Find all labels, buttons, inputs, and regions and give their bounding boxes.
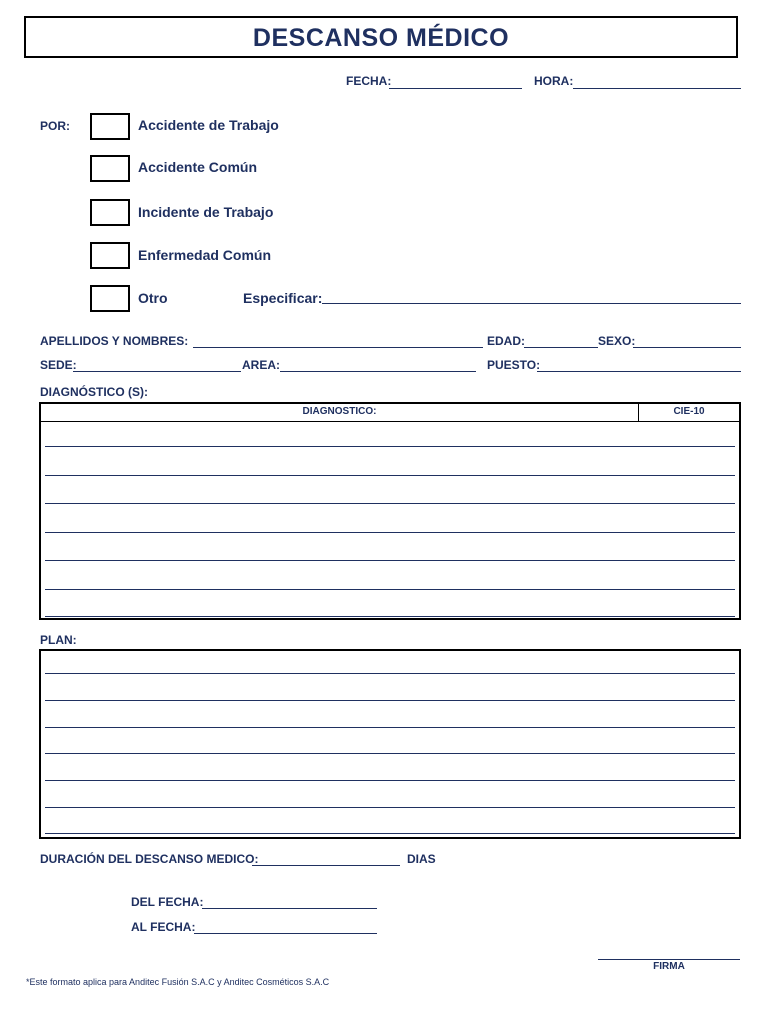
del-fecha-label: DEL FECHA: (131, 895, 204, 909)
option-incidente-trabajo: Incidente de Trabajo (138, 204, 274, 220)
checkbox-accidente-comun[interactable] (90, 155, 130, 182)
diagnostico-table (39, 402, 741, 620)
del-fecha-field[interactable] (202, 908, 377, 909)
plan-line[interactable] (45, 780, 735, 781)
especificar-label: Especificar: (243, 290, 323, 306)
sexo-label: SEXO: (598, 334, 636, 348)
title-box (24, 16, 738, 58)
footnote: *Este formato aplica para Anditec Fusión S.A.C y Anditec Cosméticos S.A.C (26, 977, 330, 987)
diagnostico-col-header: DIAGNOSTICO: (302, 406, 377, 417)
area-label: AREA: (242, 358, 280, 372)
checkbox-incidente-trabajo[interactable] (90, 199, 130, 226)
checkbox-otro[interactable] (90, 285, 130, 312)
plan-section-label: PLAN: (40, 633, 77, 647)
fecha-label: FECHA: (346, 74, 392, 88)
option-enfermedad-comun: Enfermedad Común (138, 247, 272, 263)
diagnostico-header-divider (41, 421, 739, 422)
plan-line[interactable] (45, 673, 735, 674)
plan-line[interactable] (45, 807, 735, 808)
option-otro: Otro (138, 290, 168, 306)
diagnostico-line[interactable] (45, 503, 735, 504)
cie10-col-header: CIE-10 (673, 406, 705, 417)
sede-field[interactable] (73, 371, 241, 372)
apellidos-label: APELLIDOS Y NOMBRES: (40, 334, 189, 348)
puesto-label: PUESTO: (487, 358, 541, 372)
plan-table (39, 649, 741, 839)
checkbox-enfermedad-comun[interactable] (90, 242, 130, 269)
option-accidente-trabajo: Accidente de Trabajo (138, 117, 279, 133)
option-accidente-comun: Accidente Común (138, 159, 258, 175)
al-fecha-label: AL FECHA: (131, 920, 196, 934)
diagnostico-line[interactable] (45, 560, 735, 561)
al-fecha-field[interactable] (194, 933, 377, 934)
hora-label: HORA: (534, 74, 574, 88)
area-field[interactable] (280, 371, 476, 372)
especificar-field[interactable] (322, 303, 741, 304)
sexo-field[interactable] (633, 347, 741, 348)
puesto-field[interactable] (537, 371, 741, 372)
firma-label: FIRMA (653, 961, 685, 972)
duracion-label: DURACIÓN DEL DESCANSO MEDICO: (40, 852, 259, 866)
diagnostico-line[interactable] (45, 446, 735, 447)
diagnostico-line[interactable] (45, 475, 735, 476)
duracion-unit: DIAS (407, 852, 436, 866)
fecha-field[interactable] (389, 88, 522, 89)
form-title: DESCANSO MÉDICO (252, 24, 510, 52)
edad-label: EDAD: (487, 334, 525, 348)
plan-line[interactable] (45, 700, 735, 701)
duracion-field[interactable] (252, 865, 400, 866)
diagnostico-line[interactable] (45, 616, 735, 617)
apellidos-field[interactable] (193, 347, 483, 348)
plan-line[interactable] (45, 833, 735, 834)
plan-line[interactable] (45, 727, 735, 728)
diagnostico-line[interactable] (45, 532, 735, 533)
sede-label: SEDE: (40, 358, 77, 372)
edad-field[interactable] (524, 347, 598, 348)
por-label: POR: (40, 119, 70, 133)
firma-line[interactable] (598, 959, 740, 960)
checkbox-accidente-trabajo[interactable] (90, 113, 130, 140)
diagnostico-line[interactable] (45, 589, 735, 590)
diagnostico-section-label: DIAGNÓSTICO (S): (40, 385, 148, 399)
plan-line[interactable] (45, 753, 735, 754)
hora-field[interactable] (573, 88, 741, 89)
